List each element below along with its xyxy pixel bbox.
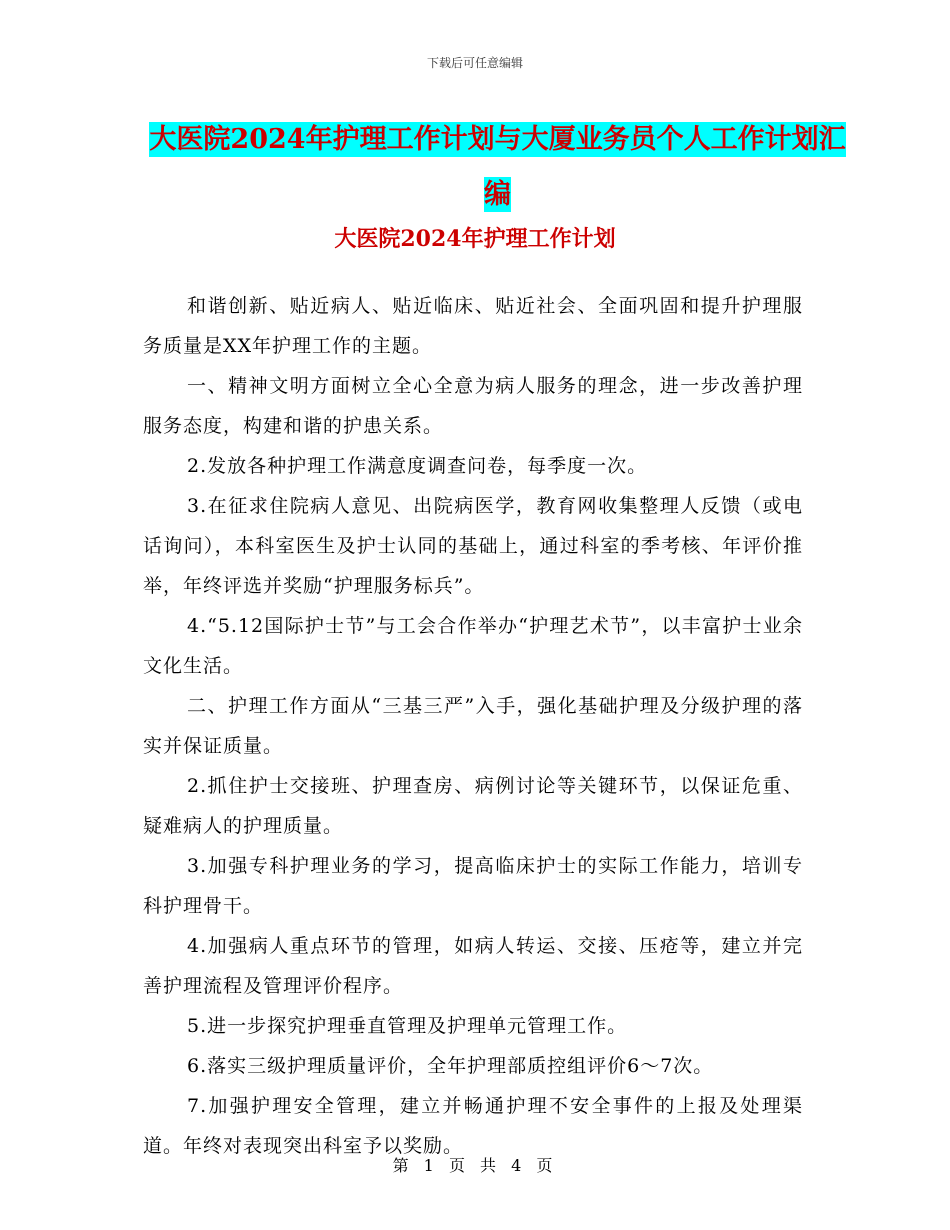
document-title-text: 大医院2024年护理工作计划与大厦业务员个人工作计划汇编 [149, 124, 846, 210]
document-title [145, 112, 850, 222]
paragraph: 二、护理工作方面从“三基三严”入手，强化基础护理及分级护理的落实并保证质量。 [143, 695, 803, 757]
paragraph: 4.加强病人重点环节的管理，如病人转运、交接、压疮等，建立并完善护理流程及管理评价程序。 [143, 935, 803, 997]
page-footer: 第 1 页 共 4 页 [392, 1156, 558, 1175]
paragraph: 5.进一步探究护理垂直管理及护理单元管理工作。 [187, 1015, 628, 1037]
paragraph: 4.“5.12国际护士节”与工会合作举办“护理艺术节”，以丰富护士业余文化生活。 [143, 615, 803, 677]
paragraph: 7.加强护理安全管理，建立并畅通护理不安全事件的上报及处理渠道。年终对表现突出科室予以奖励。 [143, 1095, 803, 1157]
paragraph: 2.抓住护士交接班、护理查房、病例讨论等关键环节，以保证危重、疑难病人的护理质量。 [143, 775, 803, 837]
paragraph: 6.落实三级护理质量评价，全年护理部质控组评价6～7次。 [187, 1055, 714, 1077]
section-title: 大医院2024年护理工作计划 [334, 226, 616, 252]
paragraph: 和谐创新、贴近病人、贴近临床、贴近社会、全面巩固和提升护理服务质量是XX年护理工作的主题。 [143, 295, 803, 357]
paragraph: 2.发放各种护理工作满意度调查问卷，每季度一次。 [187, 455, 648, 477]
paragraph: 3.加强专科护理业务的学习，提高临床护士的实际工作能力，培训专科护理骨干。 [143, 855, 803, 917]
header-note: 下载后可任意编辑 [426, 56, 523, 70]
paragraph: 一、精神文明方面树立全心全意为病人服务的理念，进一步改善护理服务态度，构建和谐的护患关系。 [143, 375, 803, 437]
document-body [143, 286, 803, 1166]
paragraph: 3.在征求住院病人意见、出院病医学，教育网收集整理人反馈（或电话询问），本科室医生及护士认同的基础上，通过科室的季考核、年评价推举，年终评选并奖励“护理服务标兵”。 [143, 495, 803, 597]
